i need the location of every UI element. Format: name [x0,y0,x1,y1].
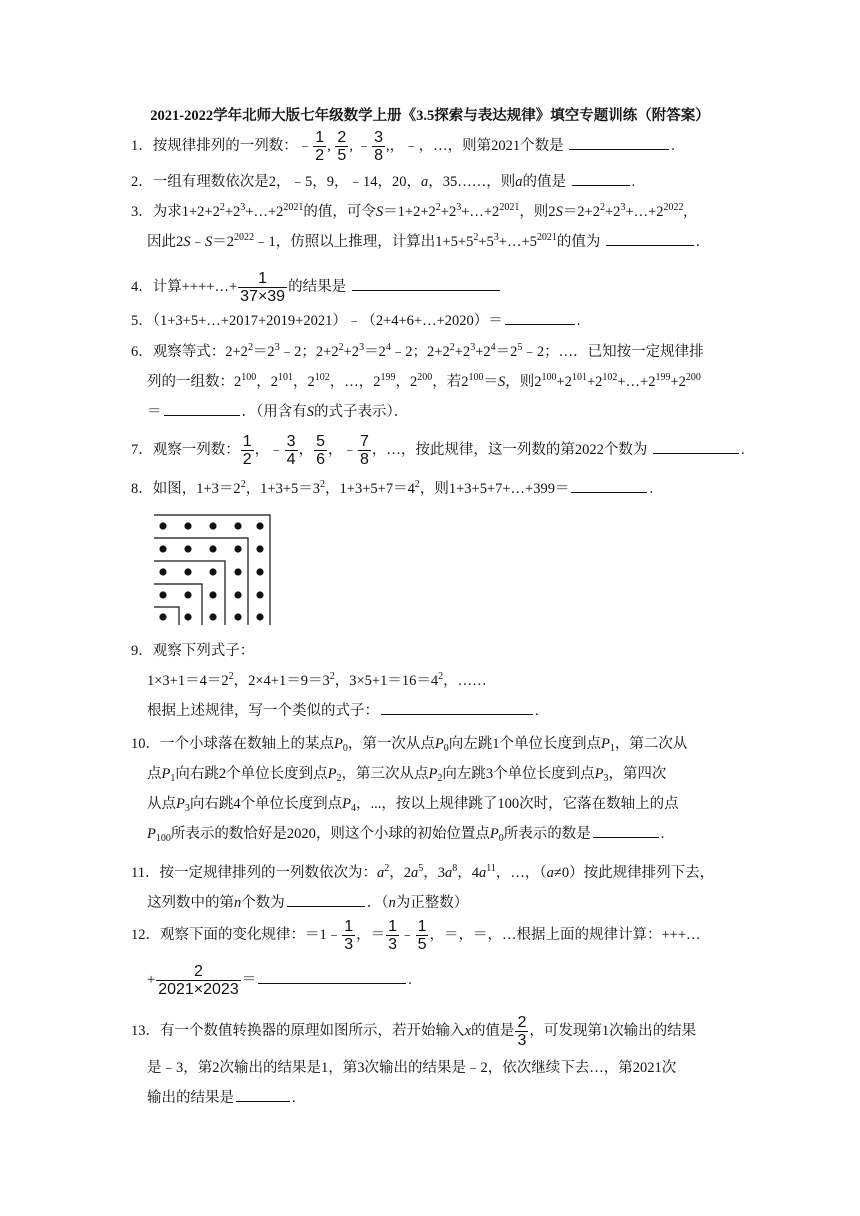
question-10: 10．一个小球落在数轴上的某点$P_0$，第一次从点$P_0$向左跳1个单位长度到点$P_1$，第二次从 点$P_1$向右跳2个单位长度到点$P_2$，第三次从点$P_2$向左跳3个单位长度到点$P_3$，第四次 从点$P_3$向右跳4个单位长度到点$P_4$，...，按以上规律跳了100次时，它落在数轴上的点 $P_{100}$所表示的数恰好是2020，则这个小球的初始位置点$P_0$所表示的数是 . [131,736,688,844]
fraction: $\frac{3}{4}$ [286,433,296,468]
answer-blank[interactable] [653,439,739,454]
answer-blank[interactable] [287,892,365,907]
fraction: $\frac{1}{2}$ [315,129,325,164]
answer-blank[interactable] [569,135,669,150]
answer-blank[interactable] [236,1087,290,1102]
question-13: 13．有一个数值转换器的原理如图所示，若开始输入x的值是 $\frac{2}{3}$ ，可发现第1次输出的结果 是﹣3，第2次输出的结果是1，第3次输出的结果是﹣2，依次继续下去…，第2021次 输出的结果是 . [131,1014,697,1106]
question-6: 6．观察等式：$2+2^2=2^3﹣2$；$2+2^2+2^3=2^4﹣2$；$2+2^2+2^3+2^4=2^5﹣2$；…．已知按一定规律排 列的一组数：$2^{100}$，$2^{101}$，$2^{102}$，…，$2^{199}$，$2^{200}$，若$2^{100}=S$，则$2^{100}+2^{101}+2^{102}+\dots+2^{199}+2^{200}$ ＝ ．（用含有S的式子表示）． [131,342,704,420]
fraction: $\frac{2}{3}$ [517,1014,527,1049]
fraction: $\frac{1}{3}$ [388,918,398,953]
dot-grid-figure [150,511,274,627]
question-12: 12．观察下面的变化规律：＝1﹣ $\frac{1}{3}$ ，＝ $\frac{1}{3}$ ﹣ $\frac{1}{5}$ ，＝，＝，…根据上面的规律计算：+++… + $\frac{2}{2021\times 2023}$ ＝ . [131,918,701,998]
fraction: $\frac{7}{8}$ [359,433,369,468]
fraction: $\frac{1}{37\times 39}$ [240,270,286,305]
question-7: 7．观察一列数： $\frac{1}{2}$ ，﹣ $\frac{3}{4}$ ， $\frac{5}{6}$ ，﹣ $\frac{7}{8}$ ，…，按此规律，这一列数的第2022个数为 . [131,433,745,468]
fraction: $\frac{2}{2021\times 2023}$ [158,963,239,998]
fraction: $\frac{2}{5}$ [337,129,347,164]
fraction: $\frac{3}{8}$ [374,129,383,164]
page-title: 2021-2022学年北师大版七年级数学上册《3.5探索与表达规律》填空专题训练（附答案） [150,108,710,124]
question-11: 11．按一定规律排列的一列数依次为：$a^2$，$2a^5$，$3a^8$，$4a^{11}$，…，（a≠0）按此规律排列下去， 这列数中的第n个数为 ．（n为正整数） [131,863,715,911]
l-border-1 [154,607,179,625]
answer-blank[interactable] [352,276,500,291]
l-border-4 [154,538,248,625]
answer-blank[interactable] [381,700,533,715]
fraction: $\frac{1}{2}$ [242,433,252,468]
question-1: 1．按规律排列的一列数：﹣ $\frac{1}{2}$ , $\frac{2}{5}$ , ﹣ $\frac{3}{8}$ ,，﹣，…，则第2021个数是 . [131,129,675,164]
answer-blank[interactable] [571,478,647,493]
fraction: $\frac{1}{3}$ [344,918,354,953]
question-8: 8．如图，$1+3=2^2$，$1+3+5=3^2$，$1+3+5+7=4^2$，则1+3+5+7+…+399＝ . [131,479,654,497]
answer-blank[interactable] [258,969,406,984]
answer-blank[interactable] [593,823,659,838]
answer-blank[interactable] [164,401,240,416]
fraction: $\frac{1}{5}$ [417,918,427,953]
question-2: 2．一组有理数依次是2，﹣5，9，﹣14，20，a，35……，则a的值是 . [131,171,731,193]
question-3: 3．为求$1+2+2^2+2^3+\dots+2^{2021}$的值，可令$S=1+2+2^2+2^3+\dots+2^{2021}$，则$2S=2+2^2+2^3+\dots+2^{2022}$, 因此$2S﹣S=2^{2022}﹣1$，仿照以上推理，计算出$1+5+5^2+5^3+\dots+5^{2021}$的值为 . [131,202,700,250]
answer-blank[interactable] [606,231,694,246]
answer-blank[interactable] [572,171,630,186]
question-4: 4．计算++++…+ $\frac{1}{37\times 39}$ 的结果是 [131,270,731,305]
question-5: 5．（1+3+5+…+2017+2019+2021）﹣（2+4+6+…+2020）＝ . [131,310,731,332]
answer-blank[interactable] [505,310,575,325]
question-9: 9．观察下列式子： $1\times 3+1=4=2^2$，$2\times 4+1=9=3^2$，$3\times 5+1=16=4^2$，…… 根据上述规律，写一个类似的式子： . [131,643,539,719]
fraction: $\frac{5}{6}$ [316,433,325,468]
